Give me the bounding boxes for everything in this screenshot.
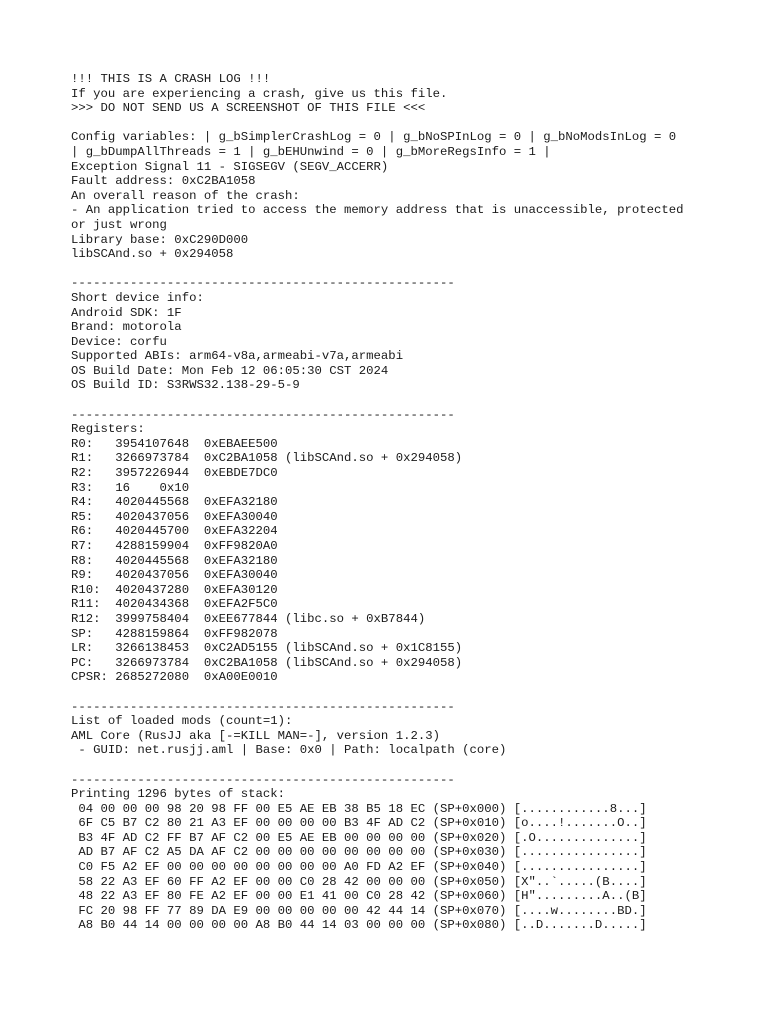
register-line: R2: 3957226944 0xEBDE7DC0 — [71, 466, 278, 481]
register-line: CPSR: 2685272080 0xA00E0010 — [71, 670, 278, 685]
blank-line — [71, 116, 761, 131]
register-line: R1: 3266973784 0xC2BA1058 (libSCAnd.so + 0x294058) — [71, 451, 463, 466]
register-line: R11: 4020434368 0xEFA2F5C0 — [71, 597, 278, 612]
exception-signal: Exception Signal 11 - SIGSEGV (SEGV_ACCERR) — [71, 159, 389, 174]
library-offset: libSCAnd.so + 0x294058 — [71, 247, 234, 262]
config-variables-line: Config variables: | g_bSimplerCrashLog = 0 | g_bNoSPInLog = 0 | g_bNoModsInLog = 0 — [71, 130, 677, 145]
section-divider: ---------------------------------------------------- — [71, 407, 455, 422]
crash-log-instruction: If you are experiencing a crash, give us this file. — [71, 86, 448, 101]
crash-reason-heading: An overall reason of the crash: — [71, 188, 300, 203]
stack-dump-row: B3 4F AD C2 FF B7 AF C2 00 E5 AE EB 00 00 00 00 (SP+0x020) [.O..............] — [71, 830, 647, 845]
section-divider: ---------------------------------------------------- — [71, 276, 455, 291]
stack-dump-row: C0 F5 A2 EF 00 00 00 00 00 00 00 00 A0 FD A2 EF (SP+0x040) [................] — [71, 860, 647, 875]
register-line: R7: 4288159904 0xFF9820A0 — [71, 539, 278, 553]
device-info-line: Brand: motorola — [71, 320, 182, 335]
blank-line — [71, 758, 761, 773]
device-info-line: OS Build Date: Mon Feb 12 06:05:30 CST 2024 — [71, 363, 389, 378]
stack-dump-row: 58 22 A3 EF 60 FF A2 EF 00 00 C0 28 42 00 00 00 (SP+0x050) [X"..`.....(B....] — [71, 874, 647, 889]
device-info-line: Android SDK: 1F — [71, 305, 182, 320]
device-info-line: Supported ABIs: arm64-v8a,armeabi-v7a,armeabi — [71, 349, 404, 364]
mod-entry: AML Core (RusJJ aka [-=KILL MAN=-], version 1.2.3) — [71, 728, 440, 743]
stack-dump-row: 6F C5 B7 C2 80 21 A3 EF 00 00 00 00 B3 4F AD C2 (SP+0x010) [o....!.......O..] — [71, 816, 647, 831]
stack-dump-heading: Printing 1296 bytes of stack: — [71, 787, 286, 802]
mod-entry-details: - GUID: net.rusjj.aml | Base: 0x0 | Path: localpath (core) — [71, 743, 507, 758]
register-line: R8: 4020445568 0xEFA32180 — [71, 553, 278, 568]
blank-line — [71, 393, 761, 408]
register-line: PC: 3266973784 0xC2BA1058 (libSCAnd.so + 0x294058) — [71, 655, 463, 670]
device-info-heading: Short device info: — [71, 290, 204, 305]
crash-reason-text: or just wrong — [71, 217, 167, 232]
blank-line — [71, 685, 761, 700]
register-line: R9: 4020437056 0xEFA30040 — [71, 568, 278, 583]
device-info-line: Device: corfu — [71, 334, 167, 349]
crash-log-warning: >>> DO NOT SEND US A SCREENSHOT OF THIS FILE <<< — [71, 101, 426, 116]
stack-dump-row: FC 20 98 FF 77 89 DA E9 00 00 00 00 00 42 44 14 (SP+0x070) [....w........BD.] — [71, 903, 647, 918]
register-line: R4: 4020445568 0xEFA32180 — [71, 495, 278, 510]
register-line: R6: 4020445700 0xEFA32204 — [71, 524, 278, 539]
register-line: R10: 4020437280 0xEFA30120 — [71, 582, 278, 597]
device-info-line: OS Build ID: S3RWS32.138-29-5-9 — [71, 378, 300, 393]
stack-dump-row: 48 22 A3 EF 80 FE A2 EF 00 00 E1 41 00 C0 28 42 (SP+0x060) [H".........A..(B] — [71, 889, 647, 904]
crash-log-document — [71, 72, 761, 933]
stack-dump-row: AD B7 AF C2 A5 DA AF C2 00 00 00 00 00 00 00 00 (SP+0x030) [................] — [71, 845, 647, 860]
register-line: SP: 4288159864 0xFF982078 — [71, 626, 278, 641]
registers-heading: Registers: — [71, 422, 145, 437]
crash-log-header: !!! THIS IS A CRASH LOG !!! — [71, 72, 271, 86]
loaded-mods-heading: List of loaded mods (count=1): — [71, 714, 293, 729]
stack-dump-row: A8 B0 44 14 00 00 00 00 A8 B0 44 14 03 00 00 00 (SP+0x080) [..D.......D.....] — [71, 918, 647, 933]
config-variables-line: | g_bDumpAllThreads = 1 | g_bEHUnwind = 0 | g_bMoreRegsInfo = 1 | — [71, 144, 551, 159]
library-base: Library base: 0xC290D000 — [71, 232, 249, 247]
register-line: R0: 3954107648 0xEBAEE500 — [71, 436, 278, 451]
stack-dump-row: 04 00 00 00 98 20 98 FF 00 E5 AE EB 38 B5 18 EC (SP+0x000) [............8...] — [71, 801, 647, 816]
section-divider: ---------------------------------------------------- — [71, 699, 455, 714]
crash-reason-text: - An application tried to access the memory address that is unaccessible, protected — [71, 203, 684, 218]
register-line: LR: 3266138453 0xC2AD5155 (libSCAnd.so + 0x1C8155) — [71, 641, 463, 656]
blank-line — [71, 262, 761, 277]
register-line: R5: 4020437056 0xEFA30040 — [71, 509, 278, 524]
register-line: R3: 16 0x10 — [71, 480, 190, 495]
section-divider: ---------------------------------------------------- — [71, 772, 455, 787]
fault-address: Fault address: 0xC2BA1058 — [71, 174, 256, 189]
register-line: R12: 3999758404 0xEE677844 (libc.so + 0xB7844) — [71, 611, 426, 626]
